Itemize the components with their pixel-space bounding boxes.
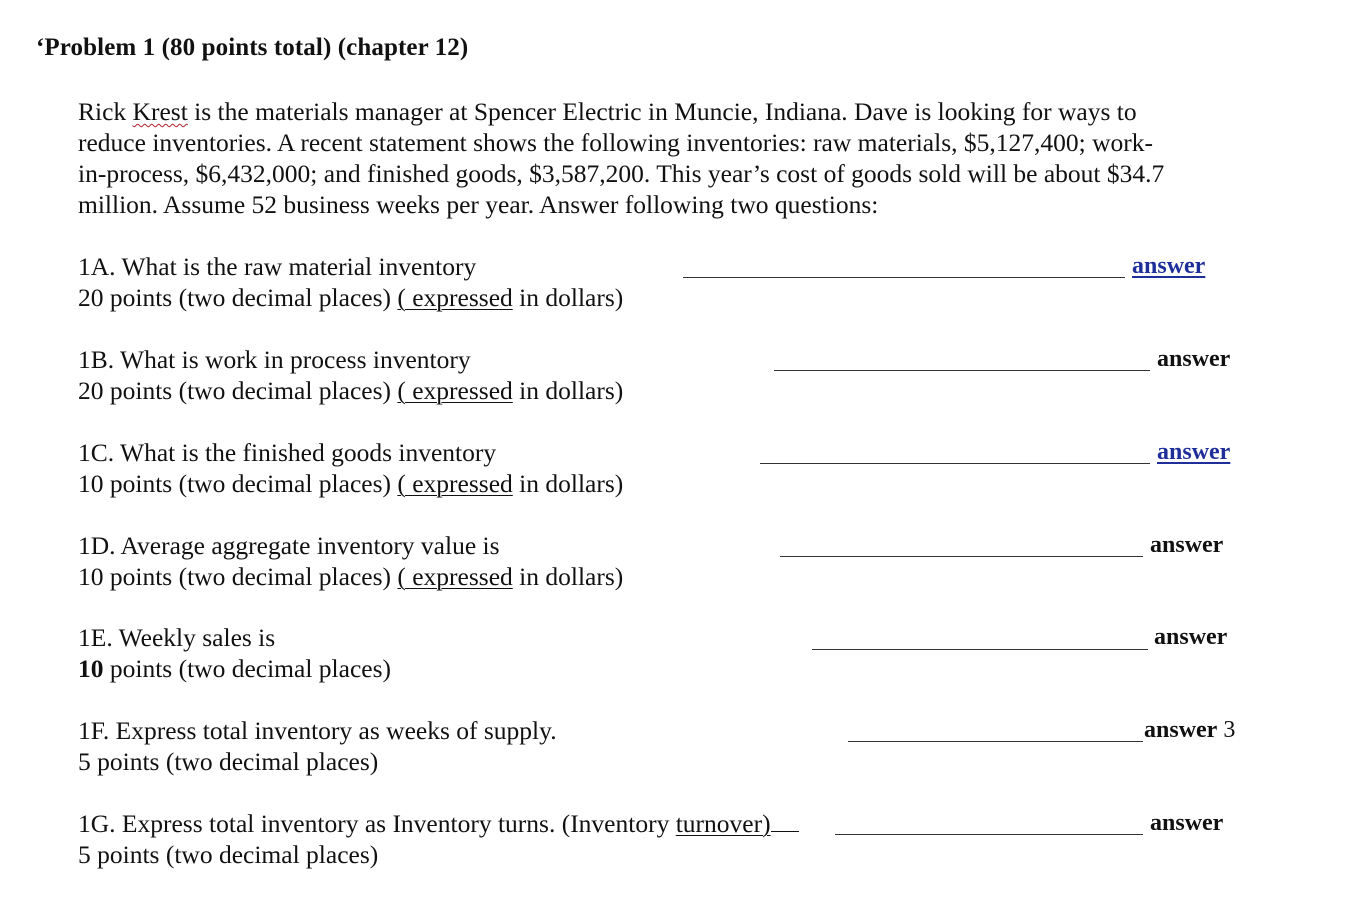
question-1a <box>78 251 623 313</box>
question-text: 1A. What is the raw material inventory <box>78 252 477 281</box>
question-points: 20 points (two decimal places) ( expressed in dollars) <box>78 283 624 312</box>
answer-blank-1a[interactable] <box>683 277 1125 278</box>
answer-blank-1e[interactable] <box>812 649 1148 650</box>
answer-blank-1b[interactable] <box>774 370 1150 371</box>
problem-title: ‘Problem 1 (80 points total) (chapter 12) <box>36 34 469 61</box>
spellcheck-word: Krest <box>132 97 188 126</box>
answer-label-1e: answer <box>1154 624 1228 650</box>
answer-blank-1d[interactable] <box>780 556 1143 557</box>
question-1d <box>78 530 623 592</box>
answer-label-1f: answer 3 <box>1144 717 1236 743</box>
question-text: 1G. Express total inventory as Inventory turns. (Inventory turnover) <box>78 808 799 839</box>
question-text: 1E. Weekly sales is <box>78 623 276 652</box>
question-points: 20 points (two decimal places) ( expressed in dollars) <box>78 376 624 405</box>
question-1f <box>78 715 557 777</box>
question-text: 1D. Average aggregate inventory value is <box>78 531 500 560</box>
question-points: 10 points (two decimal places) ( expressed in dollars) <box>78 562 624 591</box>
question-points: 5 points (two decimal places) <box>78 840 379 869</box>
answer-label-1d: answer <box>1150 532 1224 558</box>
question-text: 1C. What is the finished goods inventory <box>78 438 497 467</box>
answer-link-1c[interactable]: answer <box>1157 439 1231 465</box>
question-text: 1F. Express total inventory as weeks of supply. <box>78 716 557 745</box>
question-1c <box>78 437 623 499</box>
answer-blank-1c[interactable] <box>760 463 1150 464</box>
intro-line-4: million. Assume 52 business weeks per year. Answer following two questions: <box>78 190 879 219</box>
answer-blank-1g[interactable] <box>835 834 1143 835</box>
answer-link-1a[interactable]: answer <box>1132 253 1206 279</box>
intro-line-1: Rick Krest is the materials manager at Spencer Electric in Muncie, Indiana. Dave is looking for ways to <box>78 97 1137 126</box>
question-points: 10 points (two decimal places) <box>78 654 391 683</box>
question-1b <box>78 344 623 406</box>
answer-label-1b: answer <box>1157 346 1231 372</box>
question-points: 10 points (two decimal places) ( expressed in dollars) <box>78 469 624 498</box>
question-1e <box>78 622 391 684</box>
answer-blank-1f[interactable] <box>848 741 1143 742</box>
intro-line-3: in-process, $6,432,000; and finished goods, $3,587,200. This year’s cost of goods sold will be about $34.7 <box>78 159 1165 188</box>
answer-label-1g: answer <box>1150 810 1224 836</box>
intro-line-2: reduce inventories. A recent statement shows the following inventories: raw materials, $5,127,400; work- <box>78 128 1153 157</box>
problem-intro <box>78 96 1278 220</box>
underline-extension <box>771 831 799 832</box>
question-text: 1B. What is work in process inventory <box>78 345 471 374</box>
question-points: 5 points (two decimal places) <box>78 747 379 776</box>
question-1g <box>78 808 799 870</box>
